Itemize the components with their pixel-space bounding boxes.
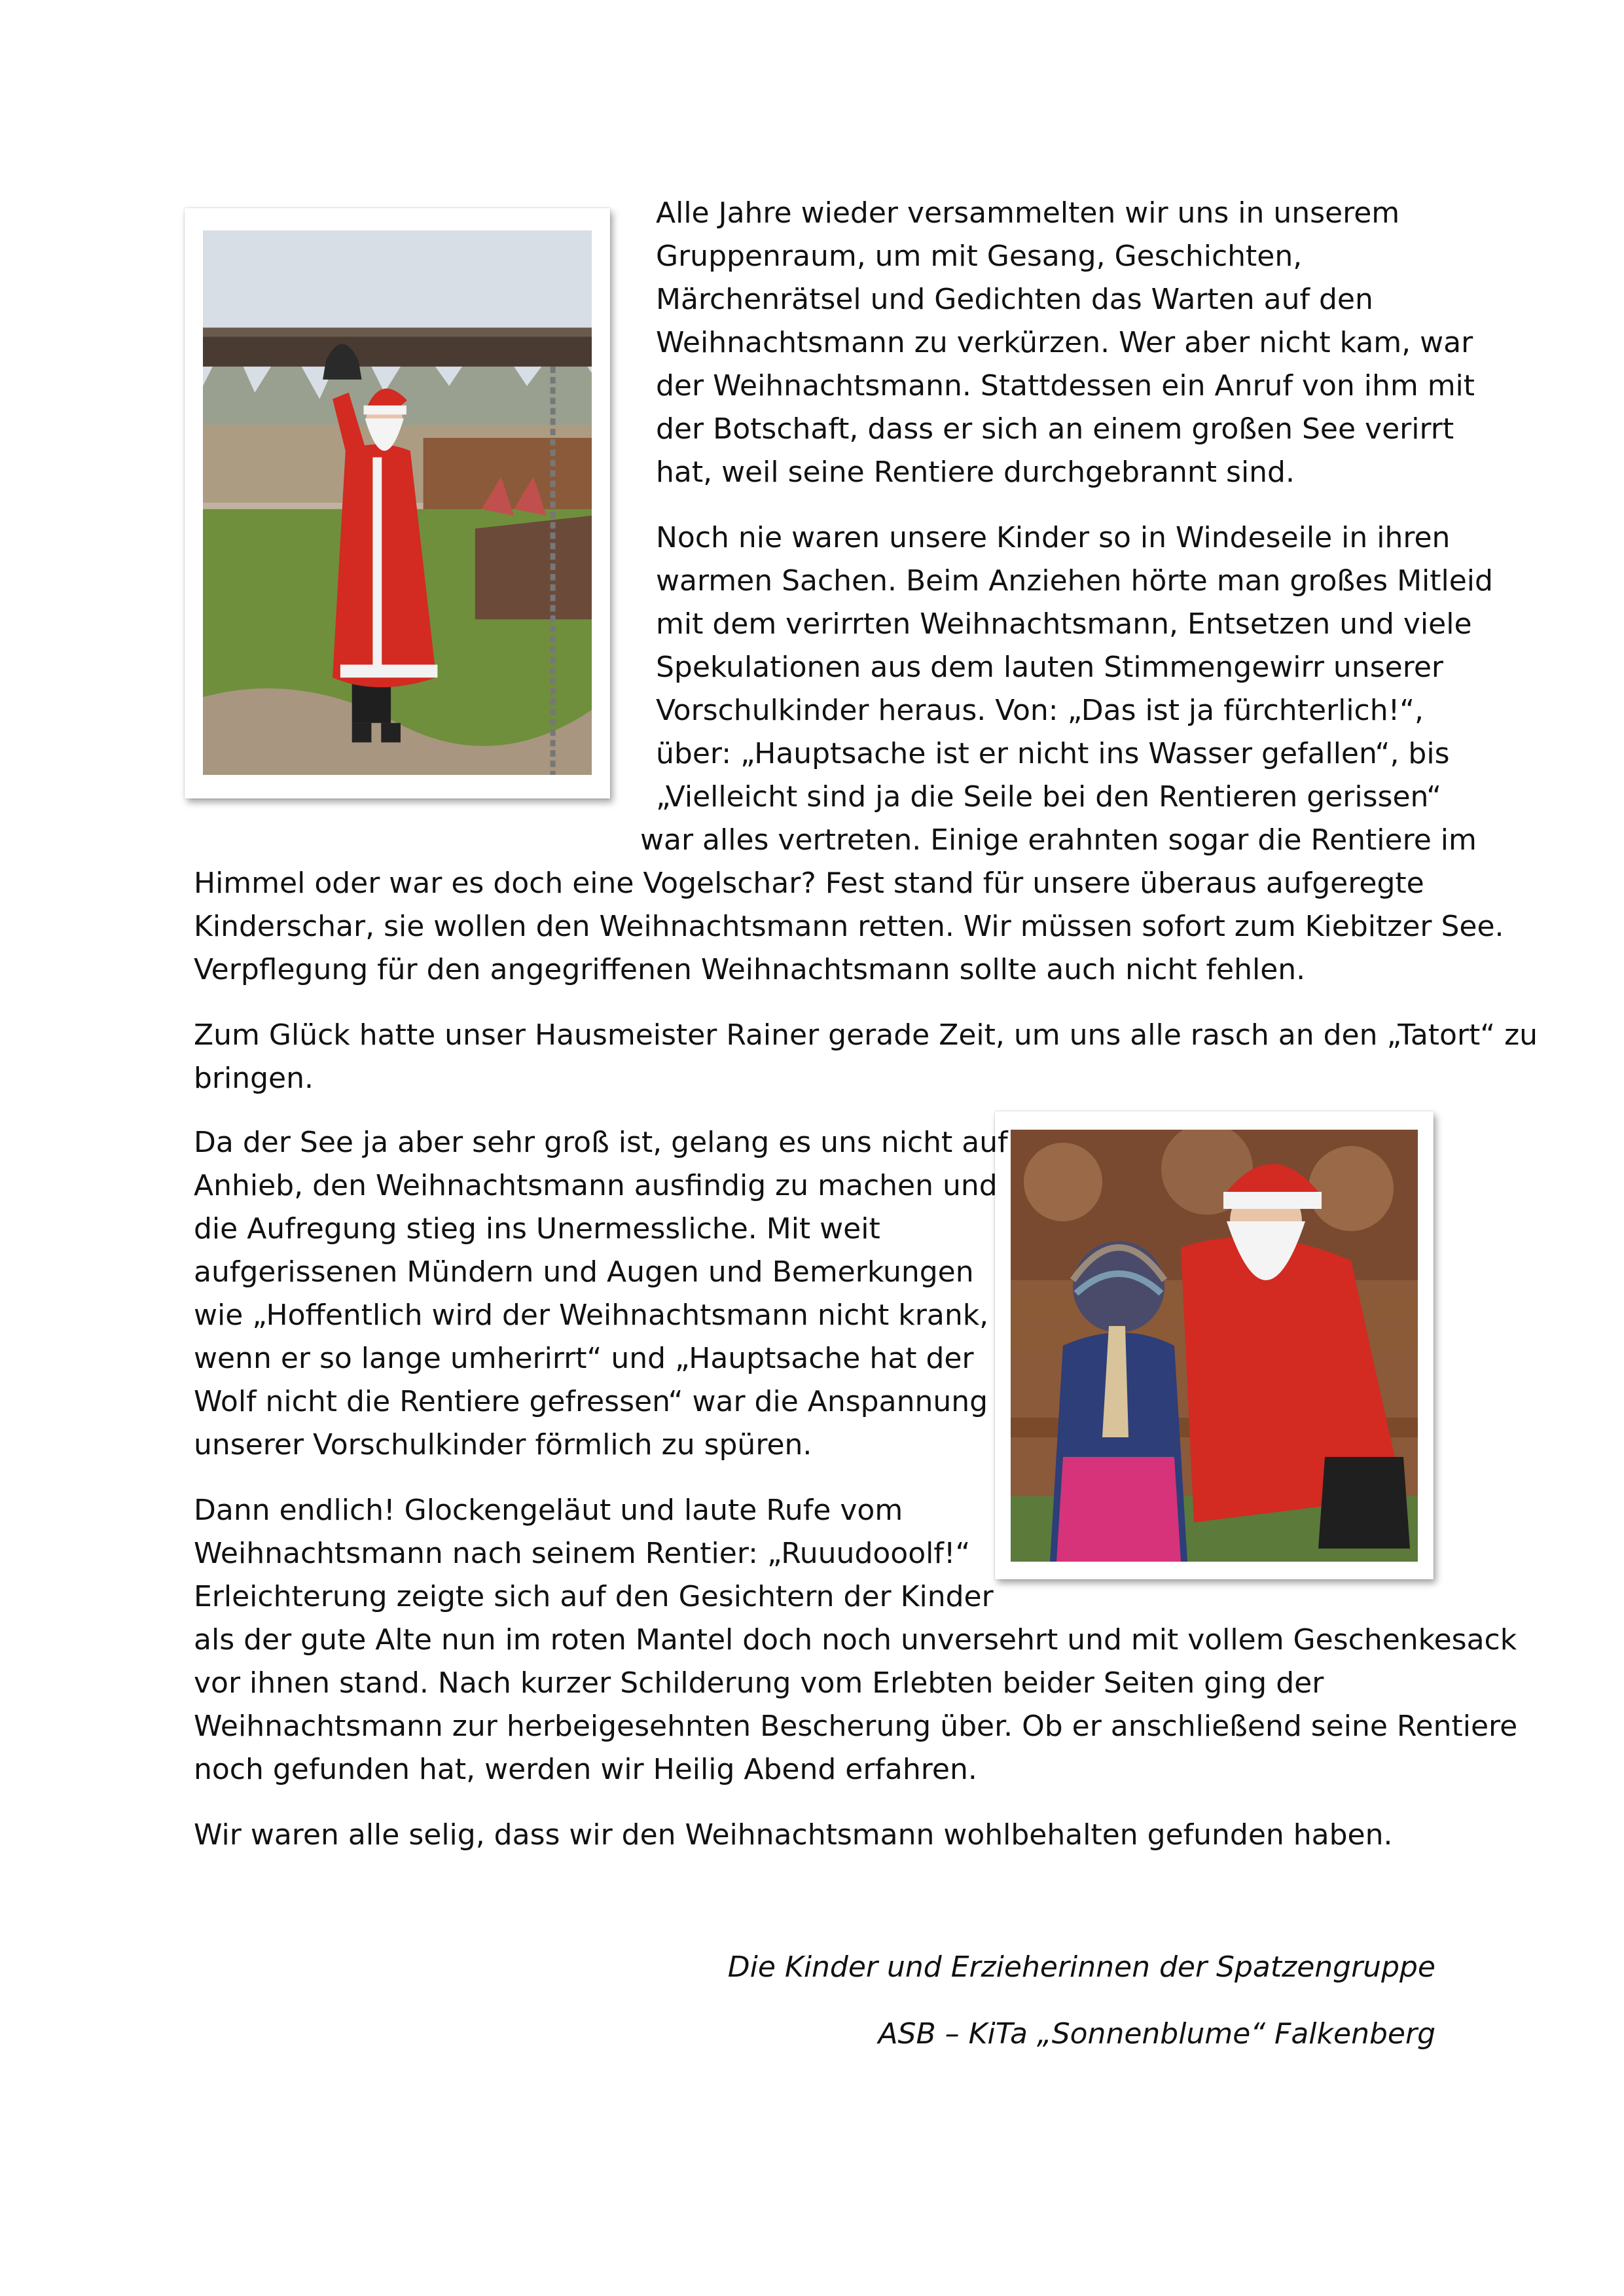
text-line: Alle Jahre wieder versammelten wir uns in unserem <box>656 196 1400 230</box>
text-line: die Aufregung stieg ins Unermessliche. Mit weit <box>194 1212 880 1246</box>
text-line: als der gute Alte nun im roten Mantel doch noch unversehrt und mit vollem Geschenkesack <box>194 1623 1517 1657</box>
text-line: über: „Hauptsache ist er nicht ins Wasser gefallen“, bis <box>656 737 1450 770</box>
text-line: „Vielleicht sind ja die Seile bei den Rentieren gerissen“ <box>656 780 1442 814</box>
text-line: Wir waren alle selig, dass wir den Weihnachtsmann wohlbehalten gefunden haben. <box>194 1818 1393 1852</box>
text-line: Vorschulkinder heraus. Von: „Das ist ja fürchterlich!“, <box>656 694 1424 727</box>
text-line: mit dem verirrten Weihnachtsmann, Entsetzen und viele <box>656 607 1472 641</box>
text-line: Himmel oder war es doch eine Vogelschar? Fest stand für unsere überaus aufgeregte <box>194 867 1424 900</box>
text-line: Erleichterung zeigte sich auf den Gesichtern der Kinder <box>194 1580 994 1613</box>
santa-child-illustration <box>1011 1130 1418 1562</box>
photo-santa-with-bell <box>185 208 610 798</box>
text-line: Noch nie waren unsere Kinder so in Windeseile in ihren <box>656 521 1451 554</box>
text-line: aufgerissenen Mündern und Augen und Bemerkungen <box>194 1255 974 1289</box>
text-line: unserer Vorschulkinder förmlich zu spüren. <box>194 1428 812 1462</box>
text-line: Spekulationen aus dem lauten Stimmengewirr unserer <box>656 651 1443 684</box>
text-line: Gruppenraum, um mit Gesang, Geschichten, <box>656 240 1303 273</box>
text-line: Zum Glück hatte unser Hausmeister Rainer gerade Zeit, um uns alle rasch an den „Tatort“ zu <box>194 1018 1538 1052</box>
text-line: Wolf nicht die Rentiere gefressen“ war die Anspannung <box>194 1385 988 1418</box>
text-line: wenn er so lange umherirrt“ und „Hauptsache hat der <box>194 1342 974 1375</box>
text-line: Märchenrätsel und Gedichten das Warten auf den <box>656 283 1373 316</box>
signature-organization: ASB – KiTa „Sonnenblume“ Falkenberg <box>878 2017 1435 2051</box>
text-line: hat, weil seine Rentiere durchgebrannt sind. <box>656 456 1295 489</box>
text-line: Kinderschar, sie wollen den Weihnachtsmann retten. Wir müssen sofort zum Kiebitzer See. <box>194 910 1504 943</box>
text-line: der Weihnachtsmann. Stattdessen ein Anruf von ihm mit <box>656 369 1475 403</box>
text-line: Weihnachtsmann zur herbeigesehnten Bescherung über. Ob er anschließend seine Rentiere <box>194 1710 1518 1743</box>
photo-santa-with-child <box>995 1111 1434 1579</box>
text-line: Verpflegung für den angegriffenen Weihnachtsmann sollte auch nicht fehlen. <box>194 953 1306 986</box>
text-line: bringen. <box>194 1062 314 1095</box>
text-line: Anhieb, den Weihnachtsmann ausfindig zu machen und <box>194 1169 998 1202</box>
text-line: wie „Hoffentlich wird der Weihnachtsmann nicht krank, <box>194 1299 989 1332</box>
text-line: warmen Sachen. Beim Anziehen hörte man großes Mitleid <box>656 564 1493 598</box>
santa-bell-illustration <box>203 228 592 778</box>
text-line: Weihnachtsmann nach seinem Rentier: „Ruuudooolf!“ <box>194 1537 971 1570</box>
text-line: vor ihnen stand. Nach kurzer Schilderung vom Erlebten beider Seiten ging der <box>194 1666 1324 1700</box>
text-line: war alles vertreten. Einige erahnten sogar die Rentiere im <box>640 823 1477 857</box>
text-line: noch gefunden hat, werden wir Heilig Abend erfahren. <box>194 1753 977 1786</box>
text-line: Dann endlich! Glockengeläut und laute Rufe vom <box>194 1494 903 1527</box>
text-line: der Botschaft, dass er sich an einem großen See verirrt <box>656 412 1454 446</box>
text-line: Da der See ja aber sehr groß ist, gelang es uns nicht auf <box>194 1126 1008 1159</box>
signature-group: Die Kinder und Erzieherinnen der Spatzengruppe <box>727 1950 1435 1984</box>
text-line: Weihnachtsmann zu verkürzen. Wer aber nicht kam, war <box>656 326 1473 359</box>
